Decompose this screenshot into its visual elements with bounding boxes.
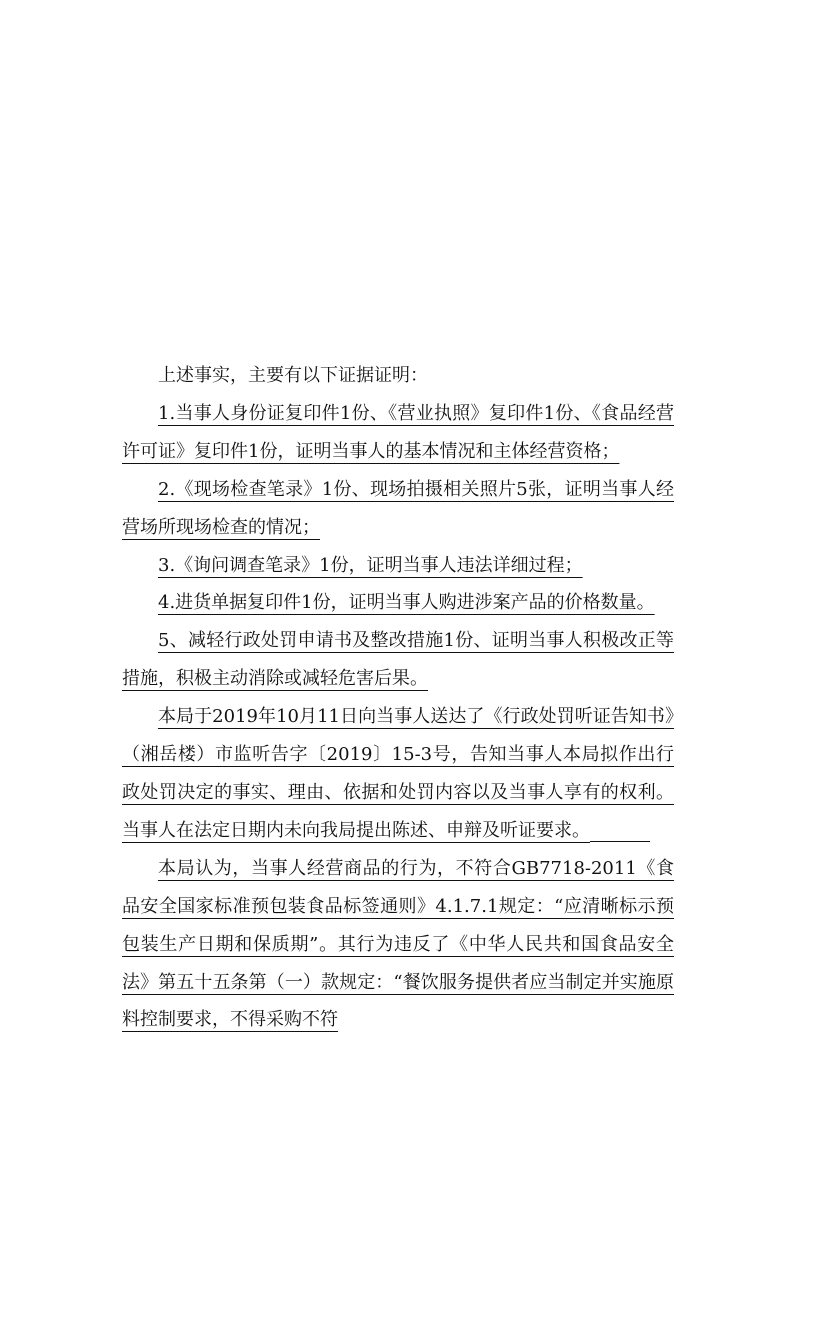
paragraph-evidence-3: [122, 547, 674, 585]
paragraph-text: 4.进货单据复印件1份，证明当事人购进涉案产品的价格数量。: [158, 592, 655, 614]
underline-filler: [590, 840, 650, 842]
paragraph-text: 1.当事人身份证复印件1份、《营业执照》复印件1份、《食品经营许可证》复印件1份，证明当事人的基本情况和主体经营资格；: [122, 402, 674, 462]
paragraph-intro: [122, 357, 674, 395]
paragraph-text: 2.《现场检查笔录》1份、现场拍摄相关照片5张，证明当事人经营场所现场检查的情况；: [122, 478, 674, 538]
paragraph-text: 本局认为，当事人经营商品的行为，不符合GB7718-2011《食品安全国家标准预包装食品标签通则》4.1.7.1规定：“应清晰标示预包装生产日期和保质期”。其行为违反了《中华人民共和国食品安全法》第五十五条第（一）款规定：“餐饮服务提供者应当制定并实施原料控制要求，不得采购不符: [122, 857, 674, 1031]
paragraph-evidence-4: [122, 584, 674, 622]
paragraph-evidence-5: [122, 622, 674, 698]
paragraph-evidence-2: [122, 471, 674, 547]
paragraph-text: 5、减轻行政处罚申请书及整改措施1份、证明当事人积极改正等措施，积极主动消除或减轻危害后果。: [122, 630, 674, 690]
paragraph-text: 本局于2019年10月11日向当事人送达了《行政处罚听证告知书》（湘岳楼）市监听告字〔2019〕15-3号，告知当事人本局拟作出行政处罚决定的事实、理由、依据和处罚内容以及当事人享有的权利。当事人在法定日期内未向我局提出陈述、申辩及听证要求。: [122, 706, 674, 841]
paragraph-text: 3.《询问调查笔录》1份，证明当事人违法详细过程；: [158, 554, 583, 576]
paragraph-finding: [122, 850, 674, 1040]
document-body: [122, 357, 674, 1039]
paragraph-evidence-1: [122, 395, 674, 471]
paragraph-hearing-notice: [122, 698, 674, 850]
paragraph-text: 上述事实，主要有以下证据证明：: [158, 365, 428, 386]
